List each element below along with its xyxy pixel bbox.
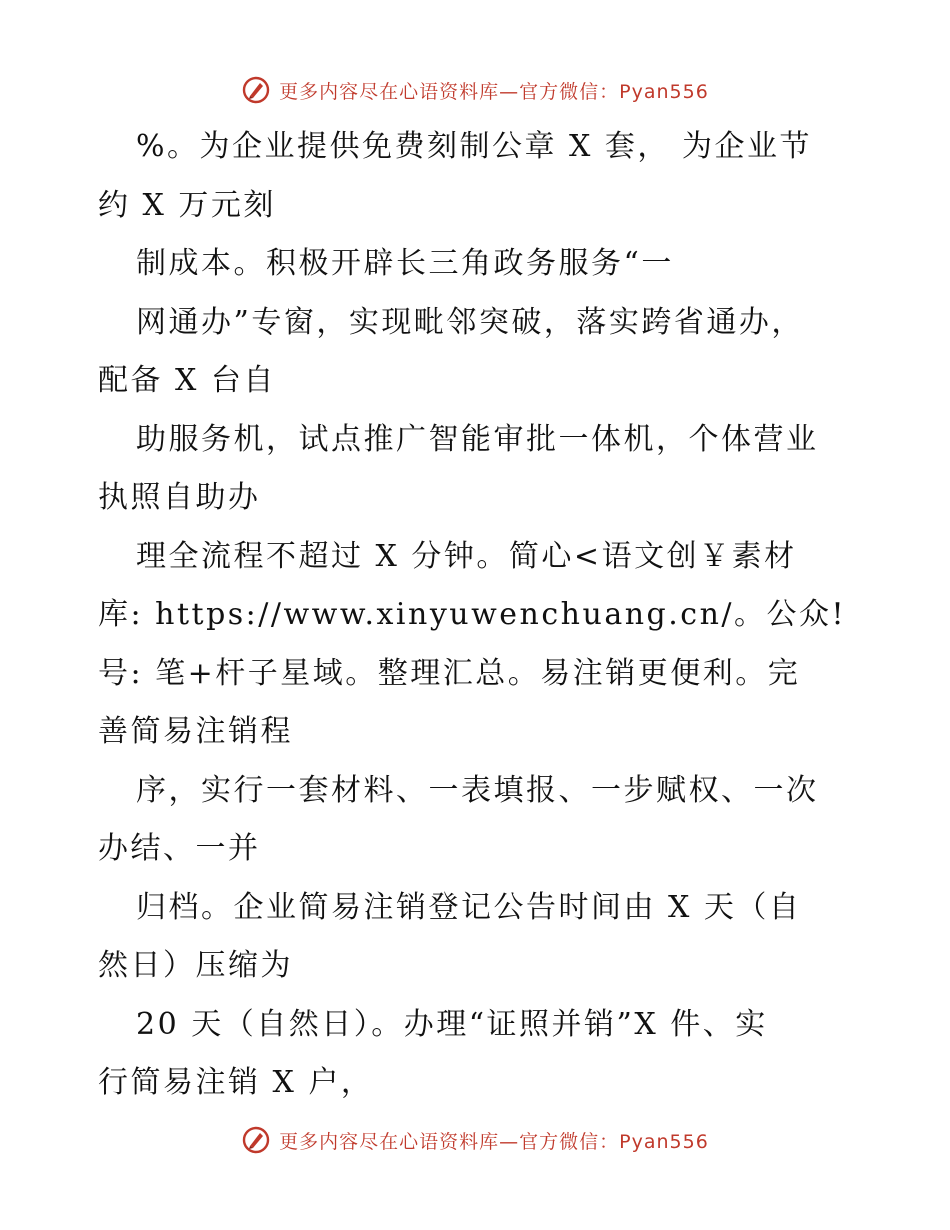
header-text: 更多内容尽在心语资料库—官方微信：Pyan556 (279, 80, 709, 103)
pen-circle-icon (241, 1125, 271, 1155)
text-line: 归档。企业简易注销登记公告时间由 X 天（自 (136, 889, 802, 925)
text-line: 网通办”专窗，实现毗邻突破，落实跨省通办， (136, 304, 804, 340)
text-line: 配备 X 台自 (98, 363, 276, 398)
pen-circle-icon (241, 75, 271, 105)
text-line: 约 X 万元刻 (98, 187, 276, 223)
text-line: 助服务机，试点推广智能审批一体机，个体营业 (136, 421, 819, 457)
text-line: %。为企业提供免费刻制公章 X 套， 为企业节 (136, 129, 812, 164)
text-line: 然日）压缩为 (98, 948, 293, 983)
document-body (98, 118, 858, 1113)
footer-text: 更多内容尽在心语资料库—官方微信：Pyan556 (279, 1130, 709, 1153)
header-banner (0, 70, 950, 110)
text-line: 行简易注销 X 户， (98, 1065, 374, 1100)
text-line: 执照自助办 (98, 480, 261, 515)
text-line: 序，实行一套材料、一表填报、一步赋权、一次 (136, 772, 819, 808)
text-line: 善简易注销程 (98, 714, 293, 749)
text-line: 20 天（自然日）。办理“证照并销”X 件、实 (136, 1006, 768, 1042)
footer-banner (0, 1120, 950, 1160)
text-line: 号: 笔+杆子星域。整理汇总。易注销更便利。完 (98, 655, 801, 691)
text-line: 理全流程不超过 X 分钟。简心<语文创￥素材 (136, 538, 797, 574)
text-line: 库: https://www.xinyuwenchuang.cn/。公众! (98, 597, 847, 632)
text-line: 制成本。积极开辟长三角政务服务“一 (136, 246, 674, 281)
text-line: 办结、一并 (98, 831, 261, 866)
